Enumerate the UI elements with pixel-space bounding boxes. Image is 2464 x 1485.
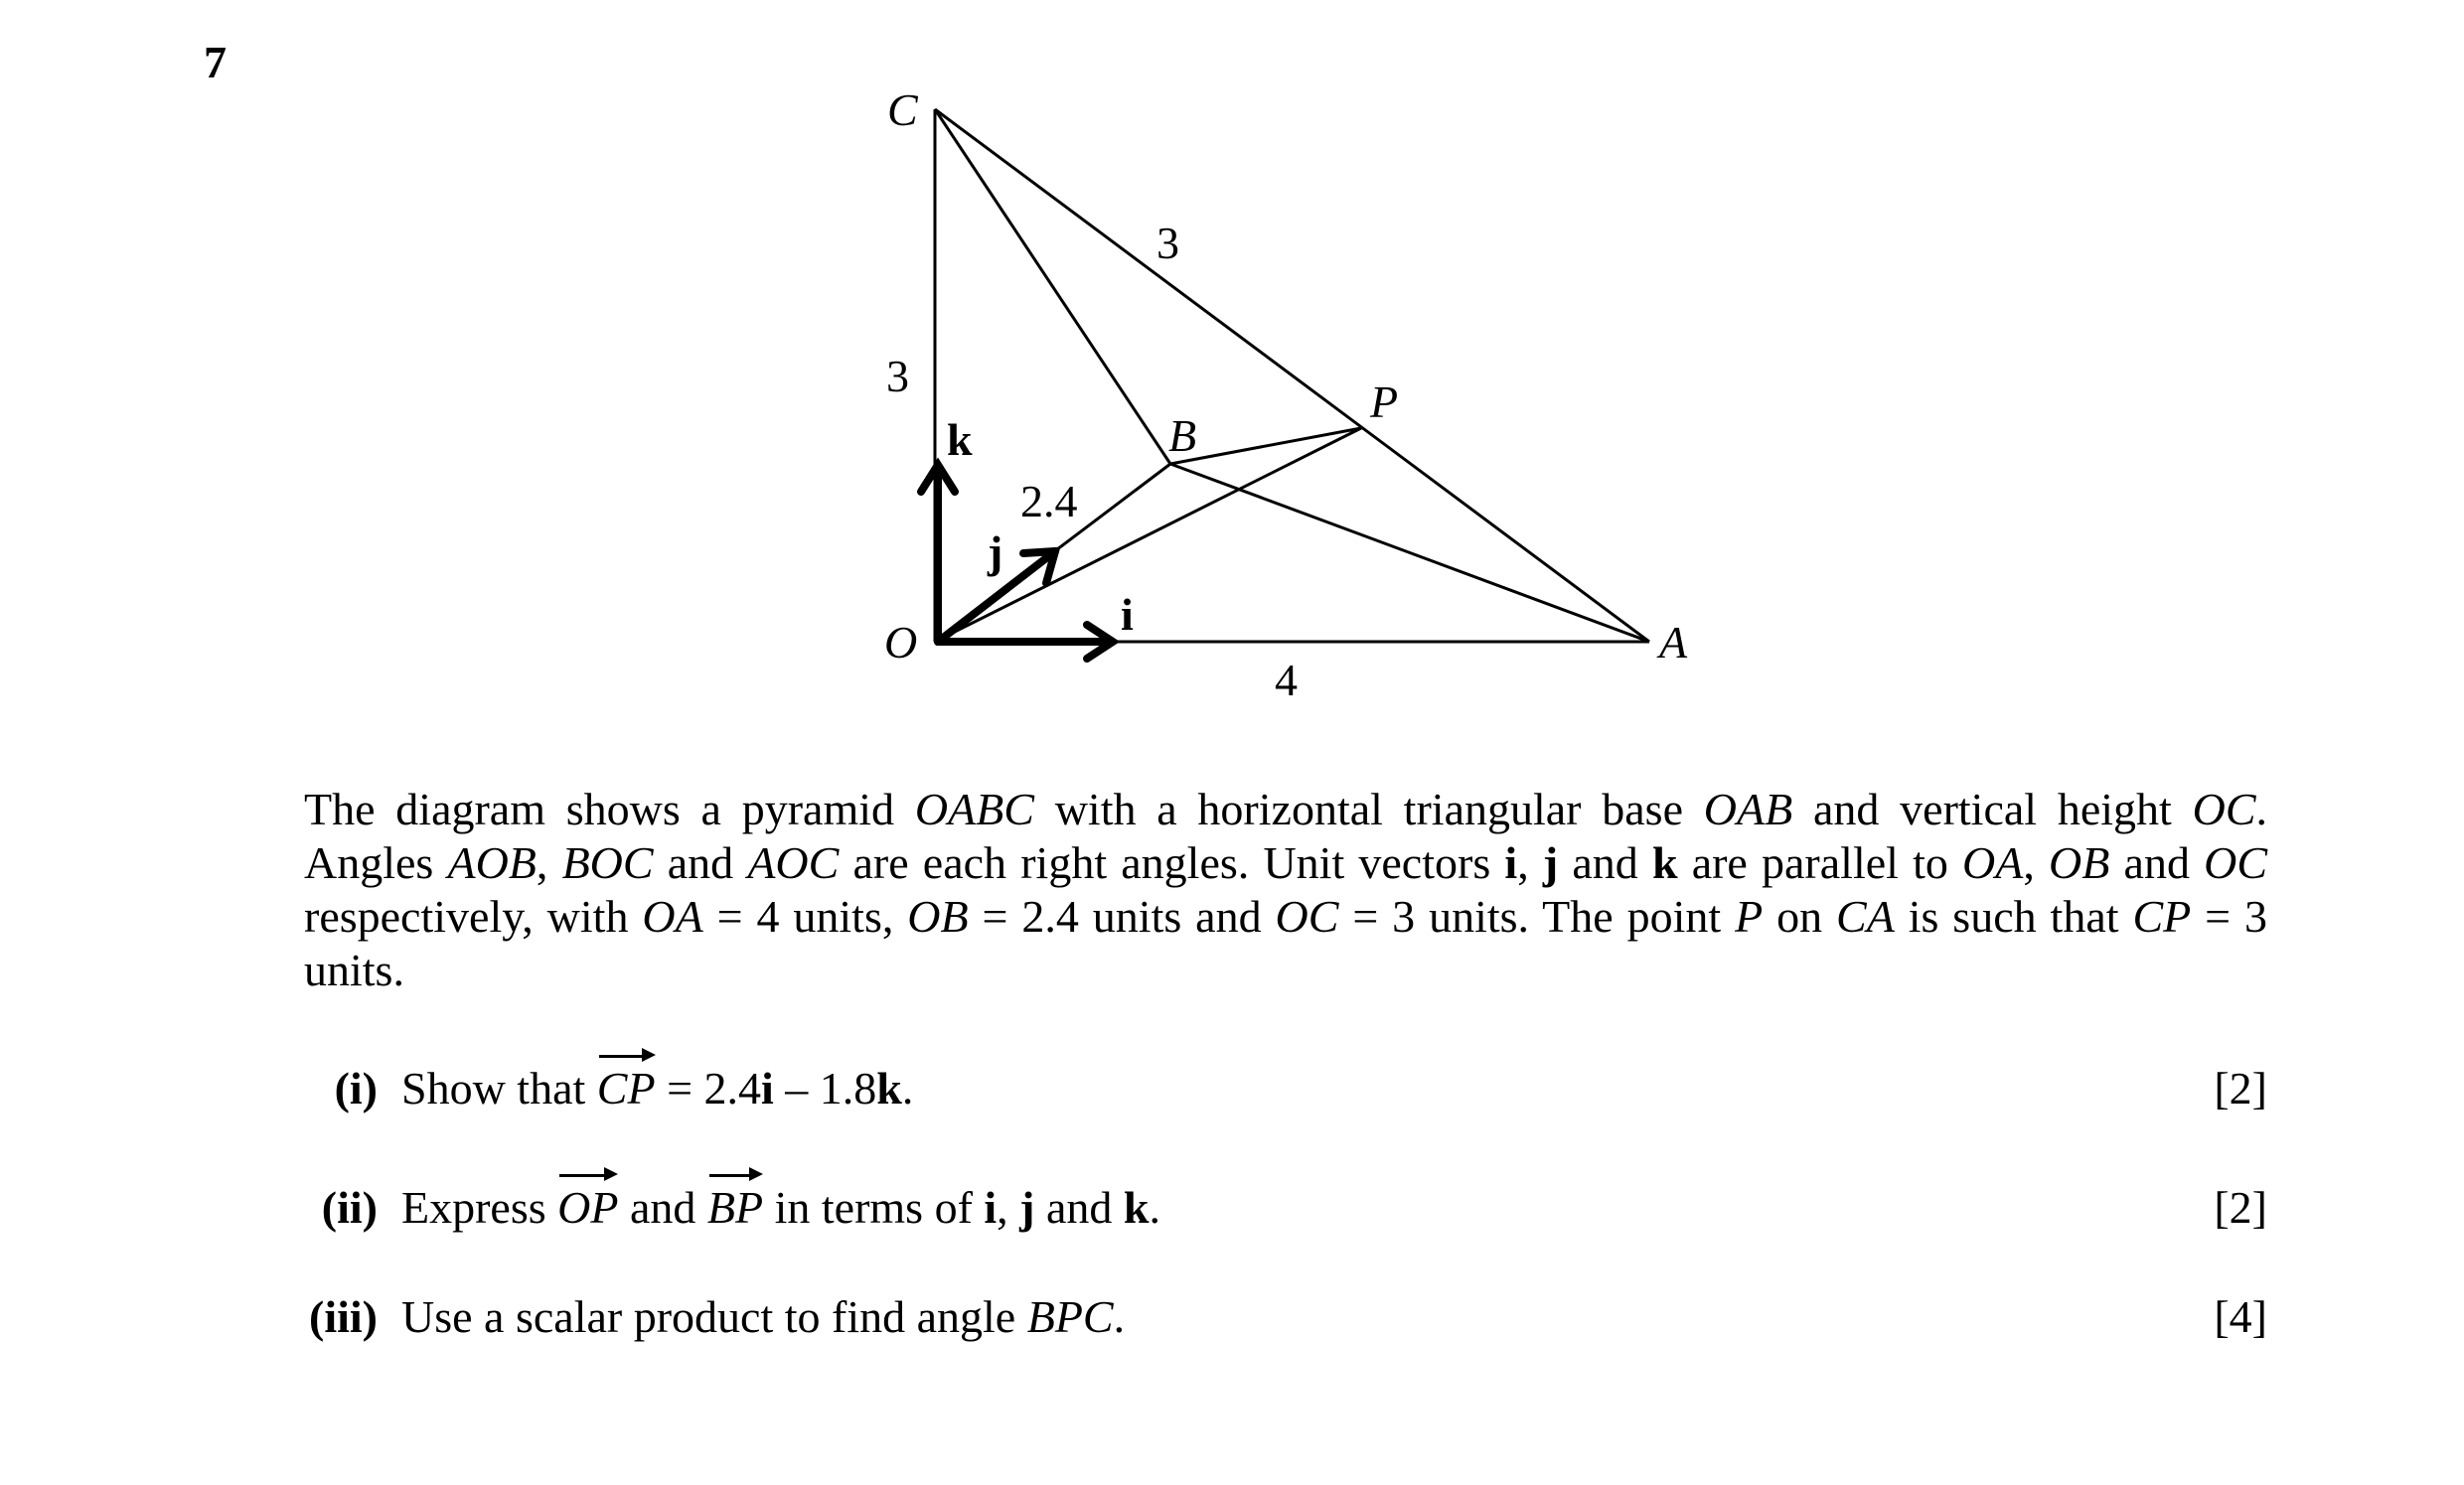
- length-label-OC: 3: [886, 351, 909, 401]
- vector-label-i: i: [1121, 589, 1134, 640]
- unit-vectors: [921, 465, 1113, 659]
- part-text: Show that CP = 2.4i – 1.8k.: [401, 1059, 913, 1118]
- marks: [2]: [2214, 1063, 2267, 1114]
- vector-CP: CP: [597, 1059, 656, 1118]
- marks: [4]: [2214, 1291, 2267, 1342]
- question-stem: The diagram shows a pyramid OABC with a horizontal triangular base OAB and vertical height OC. Angles AOB, BOC and AOC are each right angles. Unit vectors i, j and k are parallel to OA, OB and OC respectively, with OA = 4 units, OB = 2.4 units and OC = 3 units. The point P on CA is such that CP = 3 units.: [304, 784, 2268, 995]
- part-label: (iii): [309, 1291, 378, 1342]
- point-label-C: C: [887, 84, 918, 135]
- length-label-OB: 2.4: [1020, 476, 1078, 526]
- part-text: Use a scalar product to find angle BPC.: [401, 1291, 1126, 1342]
- length-label-OA: 4: [1275, 655, 1298, 705]
- point-label-P: P: [1370, 376, 1399, 427]
- edge-BP: [1170, 428, 1361, 464]
- vector-label-k: k: [947, 414, 973, 465]
- point-label-B: B: [1168, 410, 1197, 461]
- point-label-O: O: [884, 617, 918, 668]
- vector-OP: OP: [557, 1178, 618, 1238]
- marks: [2]: [2214, 1182, 2267, 1233]
- edge-BA: [1170, 464, 1649, 642]
- vector-label-j: j: [988, 526, 1003, 577]
- part-label: (ii): [321, 1182, 378, 1233]
- part-i: [304, 1059, 2267, 1118]
- edge-CB: [935, 109, 1170, 464]
- question-number: 7: [204, 37, 227, 87]
- part-ii: [304, 1178, 2267, 1238]
- vector-BP: BP: [707, 1178, 763, 1238]
- length-label-CP: 3: [1156, 218, 1179, 268]
- part-iii: [304, 1287, 2267, 1347]
- part-label: (i): [334, 1063, 378, 1114]
- part-text: Express OP and BP in terms of i, j and k.: [401, 1178, 1160, 1238]
- point-label-A: A: [1659, 617, 1688, 668]
